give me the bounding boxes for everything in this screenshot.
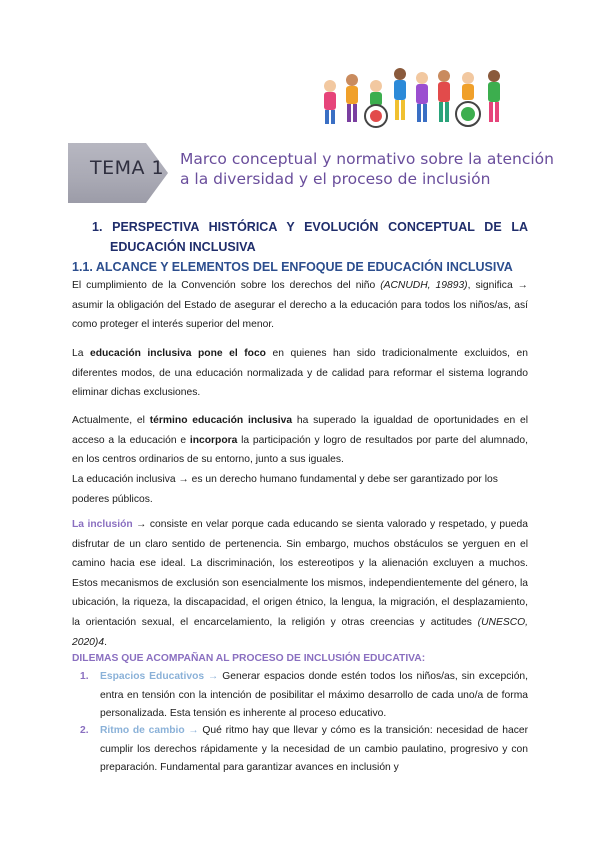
paragraph-derecho: La educación inclusiva → es un derecho humano fundamental y debe ser garantizado por los poderes públicos. (72, 474, 498, 505)
paragraph-inclusion: La inclusión → consiste en velar porque cada educando se sienta valorado y respetado, y pueda disfrutar de un claro sentido de pertenencia. Sin embargo, muchos obstáculos se yerguen en el camino hacia ese ideal. La discriminación, los estereotipos y la alienación excluyen a muchos. Estos mecanismos de exclusión son esencialmente los mismos, independientemente del género, la ubicación, la riqueza, la discapacidad, el origen étnico, la lengua, la migración, el desplazamiento, la orientación sexual, el encarcelamiento, la religión y otras creencias y actitudes (UNESCO, 2020)4. (72, 519, 528, 648)
citation: (ACNUDH, 19893) (380, 280, 468, 291)
section-heading-line1: PERSPECTIVA HISTÓRICA Y EVOLUCIÓN CONCEPTUAL DE LA (112, 220, 528, 234)
child-figure (394, 68, 406, 120)
children-illustration (318, 64, 508, 130)
wheelchair-child (456, 72, 480, 126)
paragraph-termino: Actualmente, el término educación inclusiva ha superado la igualdad de oportunidades en el acceso a la educación e incorpora la participación y logro de resultados por parte del alumnado, en los centros ordinarios de su entorno, junto a sus iguales. (72, 415, 528, 466)
section-heading (92, 217, 528, 257)
tema-title-line1: Marco conceptual y normativo sobre la atención (180, 150, 554, 168)
list-item: 2. Ritmo de cambio → Qué ritmo hay que llevar y cómo es la transición: necesidad de hacer cumplir los derechos rápidamente y la necesidad de un cambio paulatino, progresivo y con preparación. Fundamental para garantizar avances en inclusión y (100, 722, 528, 778)
paragraph-foco: La educación inclusiva pone el foco en quienes han sido tradicionalmente excluidos, en diferentes modos, de una educación normalizada y de calidad para reformar el sistema logrando eliminar dichas exclusiones. (72, 348, 528, 399)
list-label: Ritmo de cambio → (100, 725, 199, 736)
child-figure (324, 80, 336, 124)
citation: (UNESCO, 2020)4 (72, 616, 528, 648)
list-label: Espacios Educativos → (100, 671, 219, 682)
section-number: 1. (92, 220, 103, 234)
tema-title (180, 149, 554, 189)
tema-label: TEMA 1 (90, 157, 165, 179)
child-figure (438, 70, 450, 122)
subsection-heading: 1.1. ALCANCE Y ELEMENTOS DEL ENFOQUE DE EDUCACIÓN INCLUSIVA (72, 260, 513, 274)
paragraph-convencion: El cumplimiento de la Convención sobre los derechos del niño (ACNUDH, 19893), significa → asumir la obligación del Estado de asegurar el derecho a la educación para todos los niños/as, así como proteger el interés superior del menor. (72, 280, 528, 331)
list-number: 1. (80, 671, 89, 682)
child-figure (488, 70, 500, 122)
child-figure (416, 72, 428, 122)
child-figure (346, 74, 358, 122)
section-heading-line2: EDUCACIÓN INCLUSIVA (110, 240, 256, 254)
list-number: 2. (80, 725, 89, 736)
wheelchair-child (365, 80, 387, 127)
list-item: 1. Espacios Educativos → Generar espacios donde estén todos los niños/as, sin excepción, entra en tensión con la intención de posibilitar el máximo desarrollo de cada uno/a de forma personalizada. Esta tensión es inherente al proceso educativo. (100, 668, 528, 724)
tema-title-line2: a la diversidad y el proceso de inclusión (180, 170, 491, 188)
dilemas-heading: DILEMAS QUE ACOMPAÑAN AL PROCESO DE INCLUSIÓN EDUCATIVA: (72, 653, 426, 664)
inclusion-lead: La inclusión (72, 519, 133, 530)
